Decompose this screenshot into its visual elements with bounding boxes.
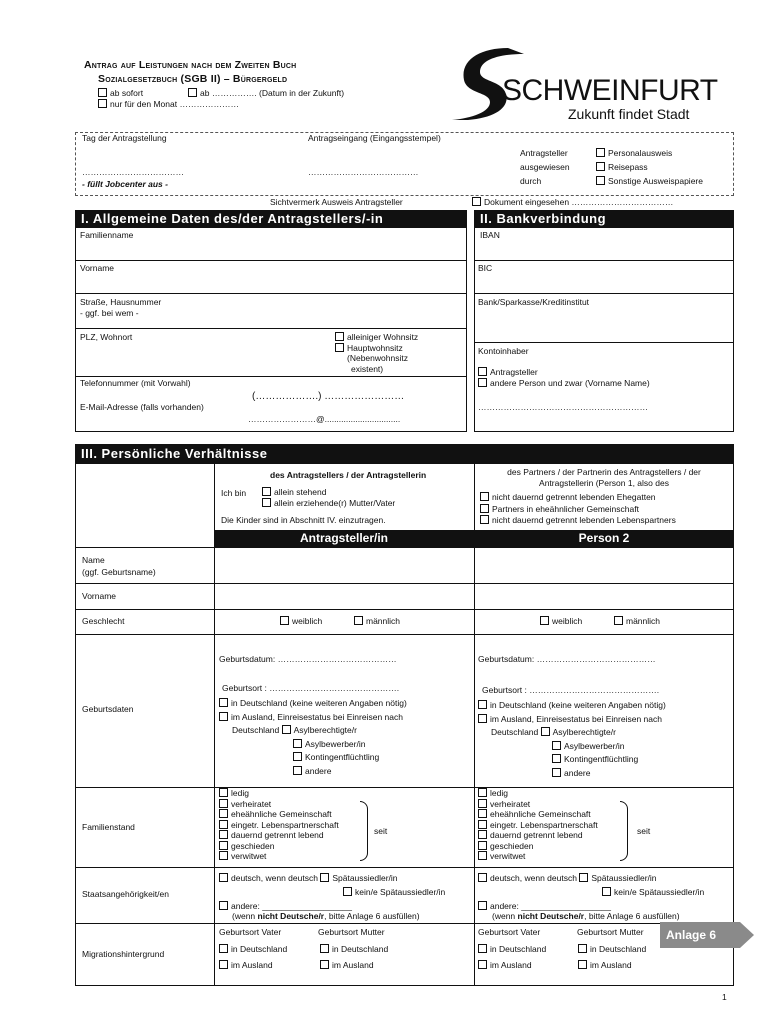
checkbox[interactable] bbox=[262, 487, 271, 496]
label: andere: ___________________ bbox=[231, 901, 353, 911]
col1-title: Antragsteller/in bbox=[214, 530, 474, 547]
checkbox[interactable] bbox=[596, 148, 605, 157]
label: andere bbox=[305, 765, 332, 776]
opt-asylbewerber[interactable] bbox=[219, 738, 407, 752]
familienname-label: Familienname bbox=[80, 230, 134, 240]
label: andere Person und zwar (Vorname Name) bbox=[490, 377, 650, 388]
opt-in-de[interactable] bbox=[478, 699, 666, 713]
section2-title: II. Bankverbindung bbox=[474, 210, 734, 228]
opt-inhaber-andere[interactable] bbox=[478, 378, 650, 389]
checkbox[interactable] bbox=[578, 944, 587, 953]
opt-inhaber-antragsteller[interactable] bbox=[478, 367, 650, 378]
label: Asylberechtigte/r bbox=[293, 725, 357, 735]
col1-mutter-label: Geburtsort Mutter bbox=[318, 927, 385, 937]
opt-vater-ausland[interactable] bbox=[219, 957, 287, 973]
checkbox[interactable] bbox=[478, 841, 487, 850]
row-geschlecht-label: Geschlecht bbox=[82, 616, 125, 626]
opt-eheaehnlich[interactable] bbox=[478, 809, 598, 820]
label: eheähnliche Gemeinschaft bbox=[490, 809, 591, 819]
label: Hauptwohnsitz bbox=[347, 342, 403, 353]
opt-im-ausland[interactable] bbox=[478, 713, 666, 727]
label: Partners in eheähnlicher Gemeinschaft bbox=[492, 503, 639, 514]
col2-vater-label: Geburtsort Vater bbox=[478, 927, 541, 937]
checkbox[interactable] bbox=[219, 712, 228, 721]
tag-note: - füllt Jobcenter aus - bbox=[82, 179, 168, 189]
logo-name: SCHWEINFURT bbox=[502, 74, 718, 107]
inhaber-dots[interactable]: …………………………………………………… bbox=[478, 402, 648, 412]
col1-deutsch[interactable] bbox=[219, 873, 398, 885]
checkbox[interactable] bbox=[614, 616, 623, 625]
checkbox[interactable] bbox=[282, 725, 291, 734]
opt-andere[interactable] bbox=[219, 765, 407, 779]
section2-box bbox=[474, 210, 734, 432]
opt-sonstige[interactable] bbox=[596, 174, 703, 188]
checkbox[interactable] bbox=[293, 766, 302, 775]
checkbox[interactable] bbox=[219, 944, 228, 953]
checkbox[interactable] bbox=[262, 498, 271, 507]
col2-geburtsdatum[interactable]: Geburtsdatum: …………………………………… bbox=[478, 654, 656, 664]
email-dots[interactable]: ……………………@................................ bbox=[248, 414, 401, 424]
col1-geburtsort[interactable]: Geburtsort : ………………………………………. bbox=[222, 683, 400, 693]
note-post: , bitte Anlage 6 ausfüllen) bbox=[584, 911, 680, 921]
label: im Ausland bbox=[231, 960, 273, 970]
dokument-eingesehen[interactable] bbox=[472, 197, 673, 209]
row-staat-label: Staatsangehörigkeit/en bbox=[82, 889, 169, 899]
checkbox[interactable] bbox=[293, 752, 302, 761]
checkbox[interactable] bbox=[98, 88, 107, 97]
anlage-arrow-label: Anlage 6 bbox=[666, 928, 717, 942]
opt-eheaehnlich[interactable] bbox=[219, 809, 339, 820]
left-head: des Antragstellers / der Antragstellerin bbox=[270, 470, 427, 480]
checkbox[interactable] bbox=[343, 887, 352, 896]
label: in Deutschland (keine weiteren Angaben nötig) bbox=[231, 698, 407, 708]
checkbox[interactable] bbox=[478, 378, 487, 387]
opt-vater-ausland[interactable] bbox=[478, 957, 546, 973]
col2-geburtsort[interactable]: Geburtsort : ………………………………………. bbox=[482, 685, 660, 695]
opt-allein-erziehend[interactable] bbox=[262, 498, 395, 509]
label: in Deutschland bbox=[590, 944, 647, 954]
checkbox[interactable] bbox=[472, 197, 481, 206]
row-familienstand-label: Familienstand bbox=[82, 822, 135, 832]
opt-alleiniger-wohnsitz[interactable] bbox=[335, 332, 418, 343]
label: Asylbewerber/in bbox=[564, 740, 625, 751]
checkbox[interactable] bbox=[320, 873, 329, 882]
brace bbox=[360, 801, 368, 861]
label: in Deutschland bbox=[490, 944, 547, 954]
form-title-line1: Antrag auf Leistungen nach dem Zweiten Buch bbox=[84, 59, 297, 71]
opt-in-de[interactable] bbox=[219, 697, 407, 711]
section1-title: I. Allgemeine Daten des/der Antragstellers/-in bbox=[75, 210, 467, 228]
opt-mutter-ausland[interactable] bbox=[578, 957, 646, 973]
label: alleiniger Wohnsitz bbox=[347, 332, 419, 342]
opt-partners[interactable] bbox=[480, 504, 676, 516]
checkbox[interactable] bbox=[320, 960, 329, 969]
checkbox[interactable] bbox=[219, 809, 228, 818]
checkbox[interactable] bbox=[478, 960, 487, 969]
checkbox[interactable] bbox=[478, 830, 487, 839]
opt-asylbewerber[interactable] bbox=[478, 740, 666, 754]
right-head bbox=[484, 467, 724, 488]
col2-mutter-options bbox=[578, 941, 646, 973]
label: eheähnliche Gemeinschaft bbox=[231, 809, 332, 819]
label: Spätaussiedler/in bbox=[332, 873, 398, 883]
opt-reisepass[interactable] bbox=[596, 160, 703, 174]
label: verheiratet bbox=[231, 798, 272, 809]
opt-im-ausland[interactable] bbox=[219, 711, 407, 725]
ausweis-label bbox=[520, 146, 570, 188]
opt-vater-de[interactable] bbox=[478, 941, 546, 957]
checkbox[interactable] bbox=[480, 515, 489, 524]
checkbox[interactable] bbox=[98, 99, 107, 108]
col2-mutter-label: Geburtsort Mutter bbox=[577, 927, 644, 937]
checkbox[interactable] bbox=[540, 616, 549, 625]
note-bold: nicht Deutsche/r bbox=[257, 911, 325, 921]
row-name-1: Name bbox=[82, 555, 105, 565]
label: im Ausland bbox=[490, 960, 532, 970]
checkbox[interactable] bbox=[219, 820, 228, 829]
col1-kein-spaet[interactable] bbox=[343, 887, 445, 899]
deutschland: Deutschland bbox=[491, 727, 539, 737]
col1-anlage-note bbox=[232, 911, 420, 923]
opt-geschieden[interactable] bbox=[219, 841, 339, 852]
checkbox[interactable] bbox=[480, 492, 489, 501]
note-pre: (wenn bbox=[492, 911, 518, 921]
opt-ab-label: ab ……………. (Datum in der Zukunft) bbox=[200, 88, 345, 98]
label: deutsch, wenn deutsch bbox=[231, 873, 318, 883]
checkbox[interactable] bbox=[579, 873, 588, 882]
col1-weiblich[interactable] bbox=[280, 616, 322, 628]
checkbox[interactable] bbox=[219, 830, 228, 839]
label: Sonstige Ausweispapiere bbox=[608, 176, 703, 186]
opt-getrennt[interactable] bbox=[478, 830, 598, 841]
checkbox[interactable] bbox=[480, 504, 489, 513]
opt-asylberechtigt[interactable] bbox=[219, 724, 407, 738]
col2-geburt-options bbox=[478, 699, 666, 780]
bic-label: BIC bbox=[478, 263, 493, 273]
label: kein/e Spätaussiedler/in bbox=[355, 887, 446, 897]
strasse-label: Straße, Hausnummer bbox=[80, 297, 162, 307]
ausweis-label-2: ausgewiesen bbox=[520, 162, 570, 172]
checkbox[interactable] bbox=[541, 727, 550, 736]
checkbox[interactable] bbox=[478, 820, 487, 829]
row-migration-label: Migrationshintergrund bbox=[82, 949, 165, 959]
label: Kontingentflüchtling bbox=[564, 754, 639, 764]
opt-ab-sofort[interactable] bbox=[98, 88, 143, 100]
label: verwitwet bbox=[231, 851, 267, 861]
opt-allein-stehend[interactable] bbox=[262, 487, 395, 498]
col2-familienstand-options bbox=[478, 788, 598, 862]
col2-weiblich[interactable] bbox=[540, 616, 582, 628]
col1-seit: seit bbox=[374, 826, 388, 836]
form-title bbox=[84, 58, 296, 86]
opt-eingetr[interactable] bbox=[219, 820, 339, 831]
right-head-2: Antragstellerin (Person 1, also des bbox=[539, 477, 669, 488]
opt-verwitwet[interactable] bbox=[478, 851, 598, 862]
label: im Ausland bbox=[332, 960, 374, 970]
opt-ab-sofort-label: ab sofort bbox=[110, 88, 144, 98]
label: verwitwet bbox=[490, 851, 526, 861]
label: im Ausland, Einreisestatus bei Einreisen nach bbox=[231, 711, 403, 722]
checkbox[interactable] bbox=[219, 799, 228, 808]
wohnsitz-options bbox=[335, 332, 418, 374]
label: andere bbox=[564, 767, 591, 778]
deutschland: Deutschland bbox=[232, 725, 280, 735]
checkbox[interactable] bbox=[188, 88, 197, 97]
label: allein stehend bbox=[274, 487, 327, 497]
checkbox[interactable] bbox=[596, 176, 605, 185]
opt-kontingent[interactable] bbox=[219, 751, 407, 765]
label: geschieden bbox=[231, 840, 275, 851]
opt-lebenspartners[interactable] bbox=[480, 515, 676, 527]
note-post: , bitte Anlage 6 ausfüllen) bbox=[324, 911, 420, 921]
checkbox[interactable] bbox=[219, 960, 228, 969]
checkbox[interactable] bbox=[478, 851, 487, 860]
checkbox[interactable] bbox=[293, 739, 302, 748]
opt-andere[interactable] bbox=[478, 767, 666, 781]
checkbox[interactable] bbox=[219, 901, 228, 910]
label: dauernd getrennt lebend bbox=[490, 830, 583, 840]
eingang-label: Antragseingang (Eingangsstempel) bbox=[308, 133, 441, 143]
checkbox[interactable] bbox=[219, 698, 228, 707]
checkbox[interactable] bbox=[280, 616, 289, 625]
label: Dokument eingesehen ……………………………… bbox=[484, 197, 674, 207]
checkbox[interactable] bbox=[578, 960, 587, 969]
label: deutsch, wenn deutsch bbox=[490, 873, 577, 883]
label: eingetr. Lebenspartnerschaft bbox=[231, 819, 339, 830]
opt-personalausweis[interactable] bbox=[596, 146, 703, 160]
col1-geburt-options bbox=[219, 697, 407, 778]
col1-mutter-options bbox=[320, 941, 388, 973]
neben-1: (Nebenwohnsitz bbox=[347, 353, 408, 363]
col2-vater-options bbox=[478, 941, 546, 973]
label: weiblich bbox=[292, 616, 323, 626]
col2-title: Person 2 bbox=[474, 530, 734, 547]
checkbox[interactable] bbox=[478, 809, 487, 818]
checkbox[interactable] bbox=[219, 851, 228, 860]
tag-dots[interactable]: ……………………………… bbox=[82, 167, 184, 177]
label: kein/e Spätaussiedler/in bbox=[614, 887, 705, 897]
col1-vater-label: Geburtsort Vater bbox=[219, 927, 282, 937]
right-head-1: des Partners / der Partnerin des Antragstellers / der bbox=[507, 467, 701, 477]
opt-verwitwet[interactable] bbox=[219, 851, 339, 862]
opt-verheiratet[interactable] bbox=[219, 799, 339, 810]
ausweis-options bbox=[596, 146, 703, 188]
telefon-label: Telefonnummer (mit Vorwahl) bbox=[80, 378, 191, 388]
checkbox[interactable] bbox=[596, 162, 605, 171]
opt-mutter-ausland[interactable] bbox=[320, 957, 388, 973]
label: weiblich bbox=[552, 616, 583, 626]
opt-ehegatten[interactable] bbox=[480, 492, 676, 504]
sichtvermerk: Sichtvermerk Ausweis Antragsteller bbox=[270, 197, 403, 207]
checkbox[interactable] bbox=[335, 332, 344, 341]
label: in Deutschland bbox=[231, 944, 288, 954]
checkbox[interactable] bbox=[602, 887, 611, 896]
ausweis-label-1: Antragsteller bbox=[520, 148, 568, 158]
telefon-dots[interactable]: (……………….) …………………… bbox=[252, 391, 405, 402]
row-name-label bbox=[82, 555, 156, 578]
checkbox[interactable] bbox=[335, 343, 344, 352]
label: Asylbewerber/in bbox=[305, 738, 366, 749]
label: Reisepass bbox=[608, 162, 648, 172]
label: im Ausland bbox=[590, 960, 632, 970]
checkbox[interactable] bbox=[478, 367, 487, 376]
checkbox[interactable] bbox=[320, 944, 329, 953]
section3-title: III. Persönliche Verhältnisse bbox=[75, 444, 734, 464]
checkbox[interactable] bbox=[478, 901, 487, 910]
opt-verheiratet[interactable] bbox=[478, 799, 598, 810]
logo-slogan: Zukunft findet Stadt bbox=[568, 106, 690, 122]
col1-maennlich[interactable] bbox=[354, 616, 400, 628]
col1-geburtsdatum[interactable]: Geburtsdatum: …………………………………… bbox=[219, 654, 397, 664]
eingang-dots[interactable]: ………………………………… bbox=[308, 167, 419, 177]
checkbox[interactable] bbox=[219, 841, 228, 850]
inhaber-label: Kontoinhaber bbox=[478, 346, 529, 356]
label: nicht dauernd getrennt lebenden Lebenspartners bbox=[492, 515, 676, 525]
label: in Deutschland (keine weiteren Angaben nötig) bbox=[490, 700, 666, 710]
col2-deutsch[interactable] bbox=[478, 873, 657, 885]
strasse-note: - ggf. bei wem - bbox=[80, 308, 139, 318]
label: dauernd getrennt lebend bbox=[231, 830, 324, 840]
opt-ledig[interactable] bbox=[219, 788, 339, 799]
opt-ab-datum[interactable] bbox=[188, 88, 344, 100]
page-number: 1 bbox=[722, 992, 727, 1002]
col2-seit: seit bbox=[637, 826, 651, 836]
neben-2: existent) bbox=[351, 363, 384, 374]
row-geburtsdaten-label: Geburtsdaten bbox=[82, 704, 134, 714]
opt-vater-de[interactable] bbox=[219, 941, 287, 957]
label: männlich bbox=[366, 616, 401, 626]
checkbox[interactable] bbox=[478, 873, 487, 882]
checkbox[interactable] bbox=[354, 616, 363, 625]
label: männlich bbox=[626, 616, 661, 626]
col2-maennlich[interactable] bbox=[614, 616, 660, 628]
row-vorname-label: Vorname bbox=[82, 591, 117, 601]
label: Antragsteller bbox=[490, 367, 538, 377]
opt-mutter-de[interactable] bbox=[320, 941, 388, 957]
checkbox[interactable] bbox=[219, 788, 228, 797]
opt-eingetr[interactable] bbox=[478, 820, 598, 831]
checkbox[interactable] bbox=[552, 768, 561, 777]
label: ledig bbox=[490, 788, 508, 798]
label: im Ausland, Einreisestatus bei Einreisen nach bbox=[490, 713, 662, 724]
opt-getrennt[interactable] bbox=[219, 830, 339, 841]
plz-label: PLZ, Wohnort bbox=[80, 332, 133, 342]
checkbox[interactable] bbox=[478, 700, 487, 709]
ich-bin-options bbox=[262, 487, 395, 509]
vorname-label: Vorname bbox=[80, 263, 115, 273]
brace bbox=[620, 801, 628, 861]
ich-bin: Ich bin bbox=[221, 488, 247, 498]
label: eingetr. Lebenspartnerschaft bbox=[490, 819, 598, 830]
opt-kontingent[interactable] bbox=[478, 753, 666, 767]
label: verheiratet bbox=[490, 798, 531, 809]
col1-familienstand-options bbox=[219, 788, 339, 862]
row-name-2: (ggf. Geburtsname) bbox=[82, 566, 156, 577]
label: nicht dauernd getrennt lebenden Ehegatten bbox=[492, 492, 656, 502]
checkbox[interactable] bbox=[552, 741, 561, 750]
form-title-line2: Sozialgesetzbuch (SGB II) – Bürgergeld bbox=[98, 73, 288, 85]
checkbox[interactable] bbox=[552, 754, 561, 763]
checkbox[interactable] bbox=[478, 944, 487, 953]
col1-vater-options bbox=[219, 941, 287, 973]
checkbox[interactable] bbox=[478, 788, 487, 797]
label: ledig bbox=[231, 788, 249, 798]
inhaber-options bbox=[478, 367, 650, 388]
label: Kontingentflüchtling bbox=[305, 752, 380, 762]
label: Spätaussiedler/in bbox=[591, 873, 657, 883]
label: allein erziehende(r) Mutter/Vater bbox=[274, 498, 396, 508]
opt-mutter-de[interactable] bbox=[578, 941, 646, 957]
opt-ledig[interactable] bbox=[478, 788, 598, 799]
label: in Deutschland bbox=[332, 944, 389, 954]
label: Asylberechtigte/r bbox=[552, 727, 616, 737]
label: andere: ___________________ bbox=[490, 901, 612, 911]
kinder-note: Die Kinder sind in Abschnitt IV. einzutragen. bbox=[221, 515, 386, 525]
label: geschieden bbox=[490, 840, 534, 851]
note-bold: nicht Deutsche/r bbox=[517, 911, 585, 921]
opt-hauptwohnsitz[interactable] bbox=[335, 343, 418, 354]
email-label: E-Mail-Adresse (falls vorhanden) bbox=[80, 402, 204, 412]
checkbox[interactable] bbox=[219, 873, 228, 882]
opt-monat-label: nur für den Monat ………………… bbox=[110, 99, 239, 109]
opt-asylberechtigt[interactable] bbox=[478, 726, 666, 740]
checkbox[interactable] bbox=[478, 799, 487, 808]
checkbox[interactable] bbox=[478, 714, 487, 723]
col2-kein-spaet[interactable] bbox=[602, 887, 704, 899]
iban-label: IBAN bbox=[480, 230, 500, 240]
bank-label: Bank/Sparkasse/Kreditinstitut bbox=[478, 297, 590, 307]
col2-anlage-note bbox=[492, 911, 680, 923]
opt-monat[interactable] bbox=[98, 99, 239, 111]
opt-geschieden[interactable] bbox=[478, 841, 598, 852]
label: Personalausweis bbox=[608, 148, 673, 158]
note-pre: (wenn bbox=[232, 911, 258, 921]
tag-label: Tag der Antragstellung bbox=[82, 133, 167, 143]
ausweis-label-3: durch bbox=[520, 176, 542, 186]
partner-options bbox=[480, 492, 676, 527]
